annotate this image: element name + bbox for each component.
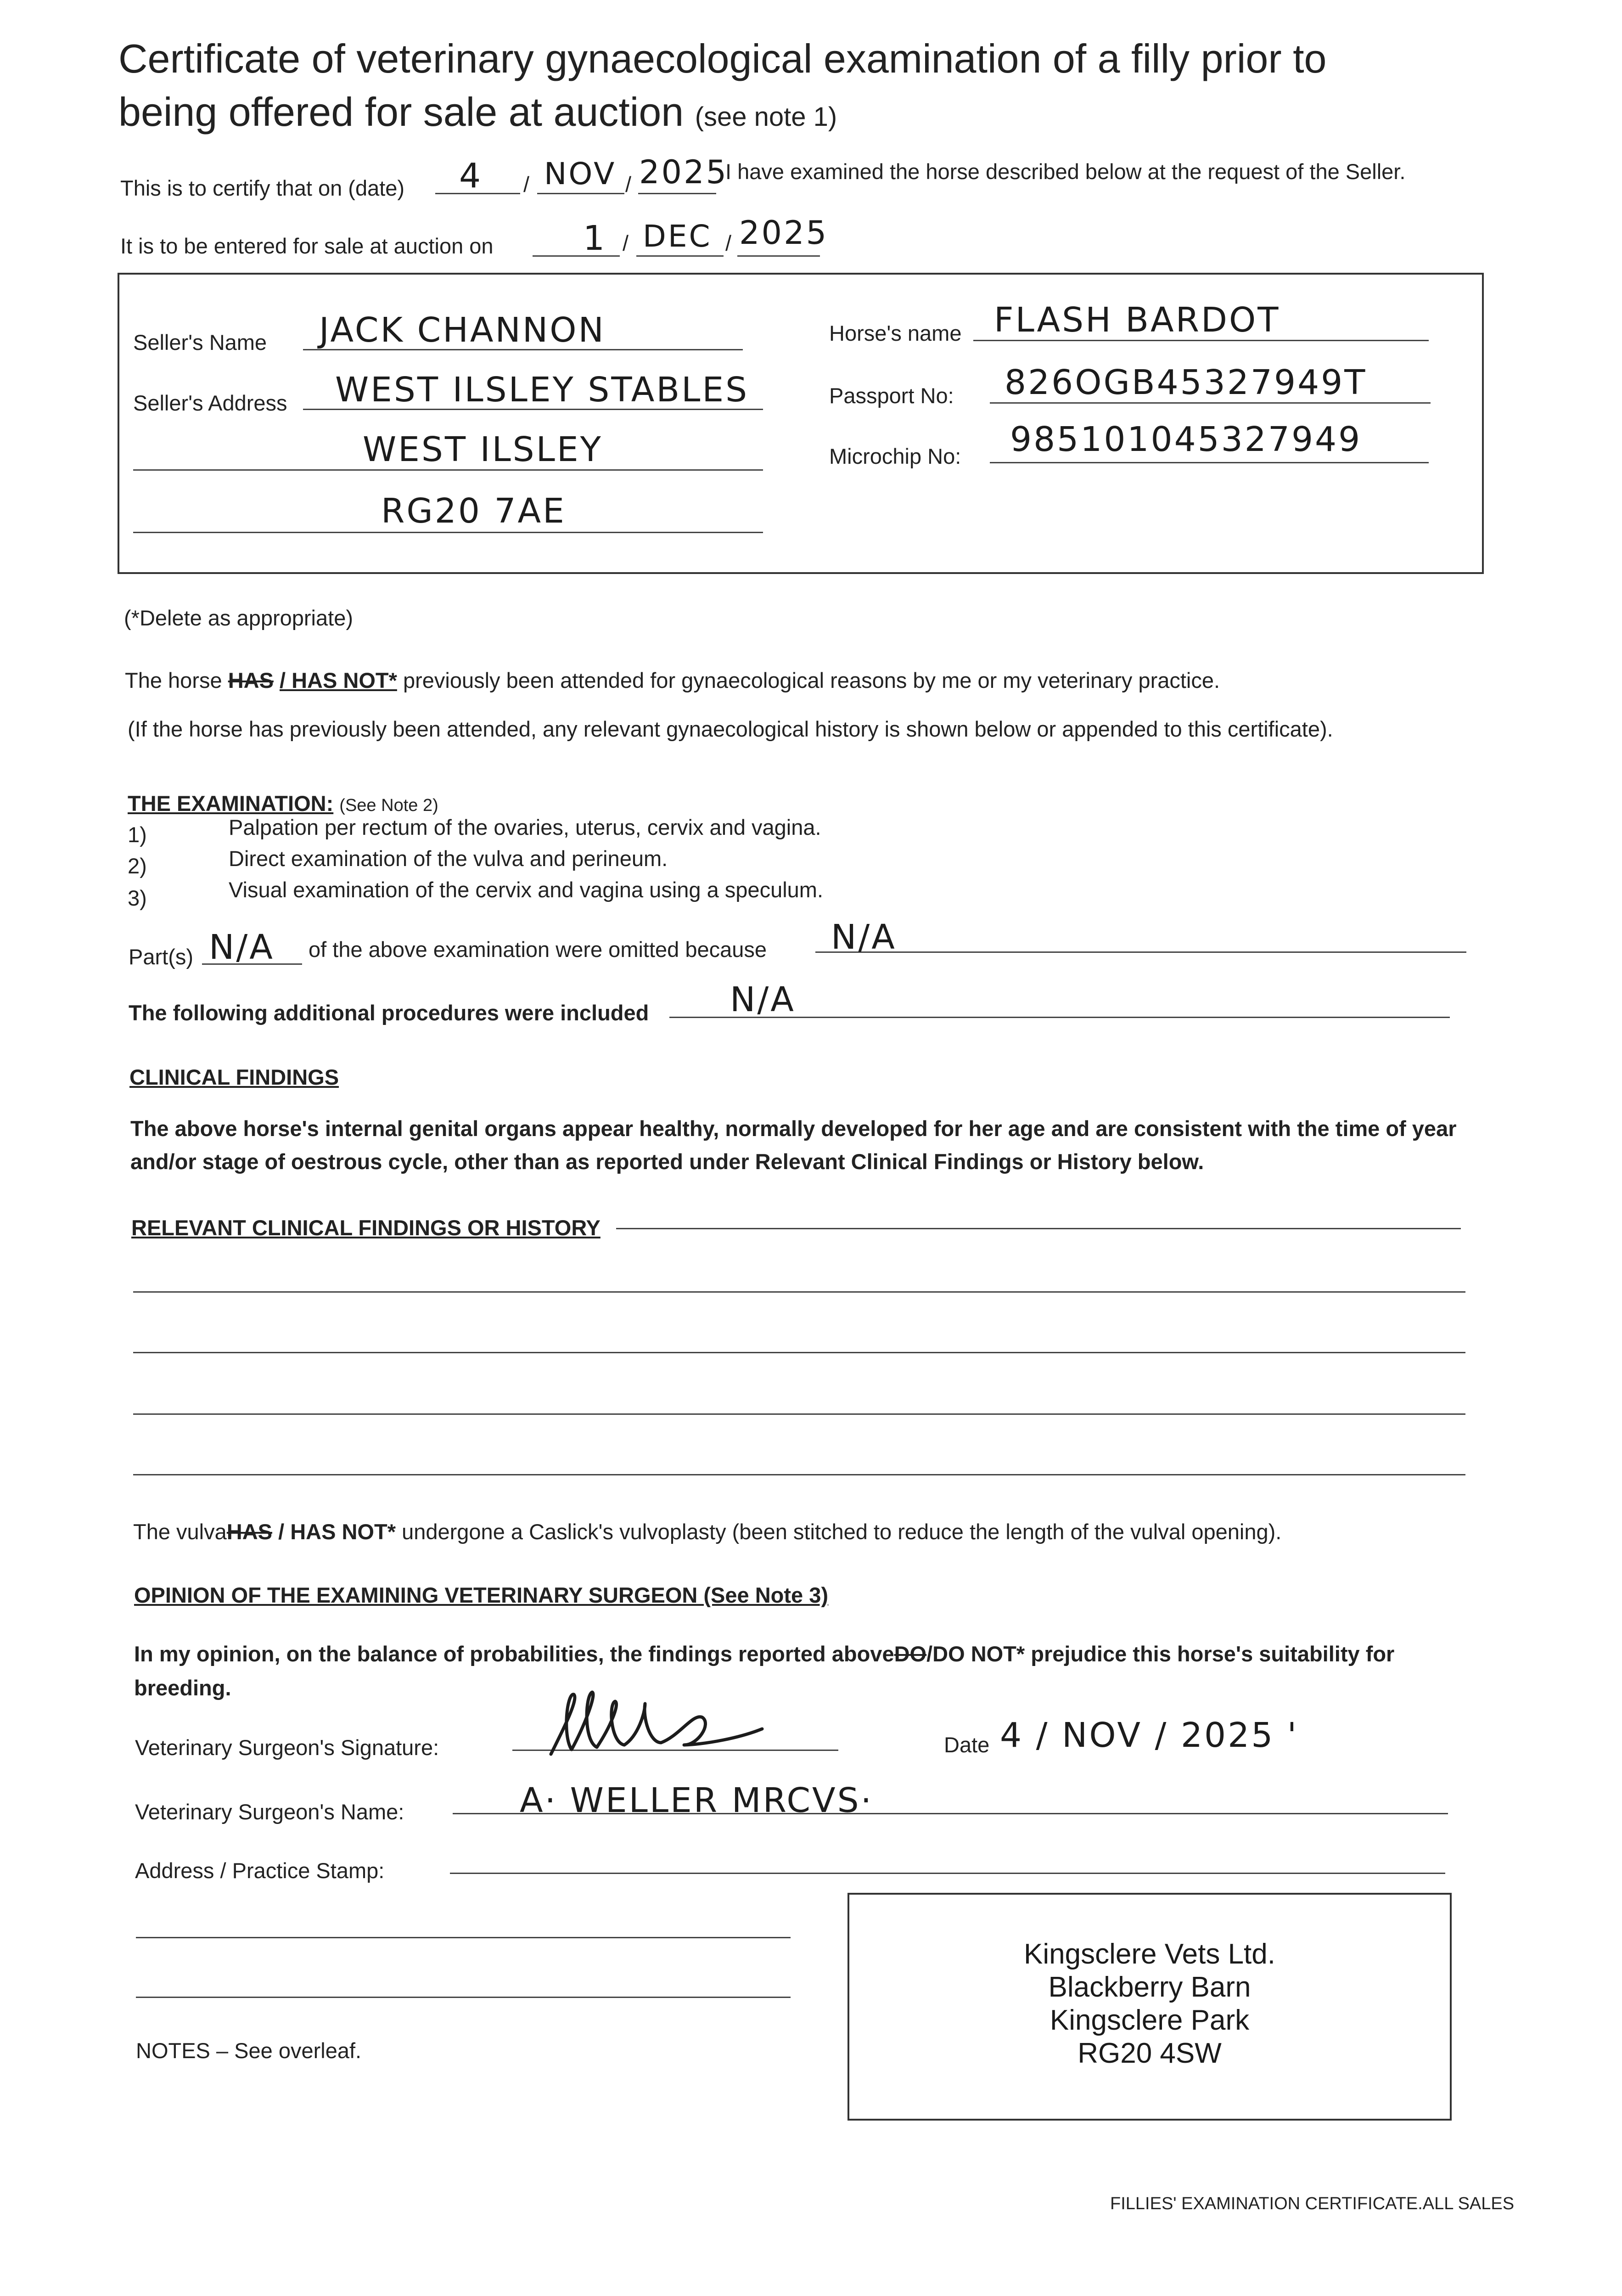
exam-item-1-text: Palpation per rectum of the ovaries, uterus, cervix and vagina.	[229, 815, 821, 839]
certify-sep-1: /	[523, 172, 530, 197]
seller-name-label: Seller's Name	[133, 330, 267, 355]
certify-sep-2: /	[625, 172, 632, 197]
practice-stamp	[847, 1938, 1452, 2070]
history-note: (If the horse has previously been attended, any relevant gynaecological history is shown below or appended to this certificate).	[128, 717, 1333, 741]
certify-year-line	[638, 193, 716, 194]
opinion-prefix: In my opinion, on the balance of probabilities, the findings reported above	[134, 1642, 894, 1666]
auction-year-line	[737, 255, 820, 257]
notes-text: NOTES – See overleaf.	[136, 2038, 362, 2063]
omitted-parts-value: N/A	[209, 928, 275, 967]
seller-address-line-3	[133, 532, 763, 533]
footer-text: FILLIES' EXAMINATION CERTIFICATE.ALL SALES	[1110, 2194, 1515, 2213]
signature-label: Veterinary Surgeon's Signature:	[135, 1735, 439, 1760]
signature-image	[546, 1685, 767, 1763]
exam-item-2-text: Direct examination of the vulva and perineum.	[229, 846, 668, 871]
additional-label: The following additional procedures were included	[129, 1001, 649, 1025]
auction-sep-1: /	[623, 231, 629, 255]
auction-day: 1	[583, 219, 607, 258]
certify-day: 4	[459, 156, 483, 196]
additional-value: N/A	[730, 980, 796, 1019]
auction-sep-2: /	[725, 231, 732, 255]
attended-statement	[125, 668, 1220, 693]
passport-label: Passport No:	[829, 383, 954, 408]
vulva-suffix: undergone a Caslick's vulvoplasty (been stitched to reduce the length of the vulval opening).	[402, 1519, 1282, 1544]
certify-month: NOV	[544, 156, 617, 191]
auction-year: 2025	[739, 214, 829, 252]
horse-name-value: FLASH BARDOT	[994, 300, 1280, 340]
omitted-reason-value: N/A	[831, 917, 897, 957]
address-line-2	[136, 1937, 791, 1938]
passport-value: 826OGB45327949T	[1005, 363, 1367, 402]
vet-name-label: Veterinary Surgeon's Name:	[135, 1800, 404, 1824]
omitted-reason-line	[815, 951, 1466, 953]
title-line-2	[118, 85, 1327, 144]
microchip-label: Microchip No:	[829, 444, 961, 468]
seller-address-3: RG20 7AE	[381, 491, 566, 531]
vulva-statement	[133, 1519, 1281, 1544]
omitted-middle: of the above examination were omitted because	[309, 937, 767, 962]
certify-year: 2025	[639, 153, 729, 191]
opinion-do-struck: DO	[894, 1642, 927, 1666]
vulva-has-not: / HAS NOT*	[278, 1519, 396, 1544]
seller-address-2: WEST ILSLEY	[363, 430, 603, 469]
auction-day-line	[533, 255, 620, 257]
attended-suffix: previously been attended for gynaecological reasons by me or my veterinary practice.	[403, 668, 1220, 692]
vet-name-value: A· WELLER MRCVS·	[520, 1781, 874, 1820]
examination-note: (See Note 2)	[339, 796, 438, 815]
exam-item-1-num: 1)	[128, 822, 147, 847]
seller-name-value: JACK CHANNON	[319, 310, 606, 350]
exam-item-3-num: 3)	[128, 886, 147, 910]
opinion-suffix: prejudice this horse's suitability for	[1031, 1642, 1395, 1666]
clinical-line-2: and/or stage of oestrous cycle, other than as reported under Relevant Clinical Findings or History below.	[130, 1149, 1204, 1174]
attended-has-struck: HAS	[228, 668, 274, 692]
stamp-line-1: Kingsclere Vets Ltd.	[1024, 1938, 1275, 1970]
relevant-line-3	[133, 1352, 1465, 1353]
auction-month: DEC	[643, 219, 712, 254]
relevant-line-2	[133, 1291, 1465, 1293]
signature-date-value: 4 / NOV / 2025 '	[1000, 1716, 1299, 1755]
title-line-2-text: being offered for sale at auction	[118, 89, 684, 135]
address-line-3	[136, 1997, 791, 1998]
exam-item-2-num: 2)	[128, 854, 147, 878]
passport-line	[990, 402, 1431, 404]
address-line-1	[450, 1873, 1445, 1874]
relevant-line-5	[133, 1474, 1465, 1475]
opinion-do-not: /DO NOT*	[926, 1642, 1025, 1666]
certify-suffix: I have examined the horse described below at the request of the Seller.	[725, 159, 1406, 184]
certify-prefix: This is to certify that on (date)	[120, 176, 405, 200]
vulva-prefix: The vulva	[133, 1519, 227, 1544]
omitted-prefix: Part(s)	[129, 945, 193, 969]
delete-note: (*Delete as appropriate)	[124, 606, 353, 630]
opinion-heading: OPINION OF THE EXAMINING VETERINARY SURGEON (See Note 3)	[134, 1583, 829, 1607]
title-line-1: Certificate of veterinary gynaecological examination of a filly prior to	[118, 36, 1327, 81]
clinical-heading: CLINICAL FINDINGS	[129, 1065, 339, 1089]
seller-address-line-2	[133, 469, 763, 471]
microchip-value: 985101045327949	[1010, 420, 1362, 459]
clinical-line-1: The above horse's internal genital organs appear healthy, normally developed for her age and are consistent with the time of year	[130, 1116, 1457, 1141]
examination-heading-text: THE EXAMINATION:	[128, 791, 334, 816]
relevant-line-1	[616, 1228, 1461, 1229]
vulva-has-struck: HAS	[226, 1519, 273, 1544]
relevant-heading: RELEVANT CLINICAL FINDINGS OR HISTORY	[131, 1216, 601, 1240]
seller-address-1: WEST ILSLEY STABLES	[335, 370, 749, 410]
opinion-line-2: breeding.	[134, 1676, 231, 1700]
auction-month-line	[636, 255, 724, 257]
attended-has-not: / HAS NOT*	[279, 668, 397, 692]
stamp-line-2: Blackberry Barn	[1048, 1971, 1251, 2003]
signature-date-label: Date	[944, 1733, 990, 1757]
auction-prefix: It is to be entered for sale at auction on	[120, 234, 494, 258]
address-stamp-label: Address / Practice Stamp:	[135, 1858, 385, 1883]
microchip-line	[990, 462, 1429, 463]
relevant-line-4	[133, 1413, 1465, 1415]
attended-prefix: The horse	[125, 668, 222, 692]
opinion-line-1	[134, 1641, 1394, 1666]
horse-name-label: Horse's name	[829, 321, 962, 345]
title-note: (see note 1)	[695, 102, 837, 132]
exam-item-3-text: Visual examination of the cervix and vagina using a speculum.	[229, 878, 824, 902]
seller-address-label: Seller's Address	[133, 391, 287, 415]
stamp-line-4: RG20 4SW	[1078, 2037, 1222, 2069]
page-title	[118, 32, 1327, 144]
certify-month-line	[537, 193, 624, 194]
examination-heading	[128, 791, 438, 816]
stamp-line-3: Kingsclere Park	[1050, 2004, 1250, 2036]
horse-name-line	[973, 340, 1429, 341]
